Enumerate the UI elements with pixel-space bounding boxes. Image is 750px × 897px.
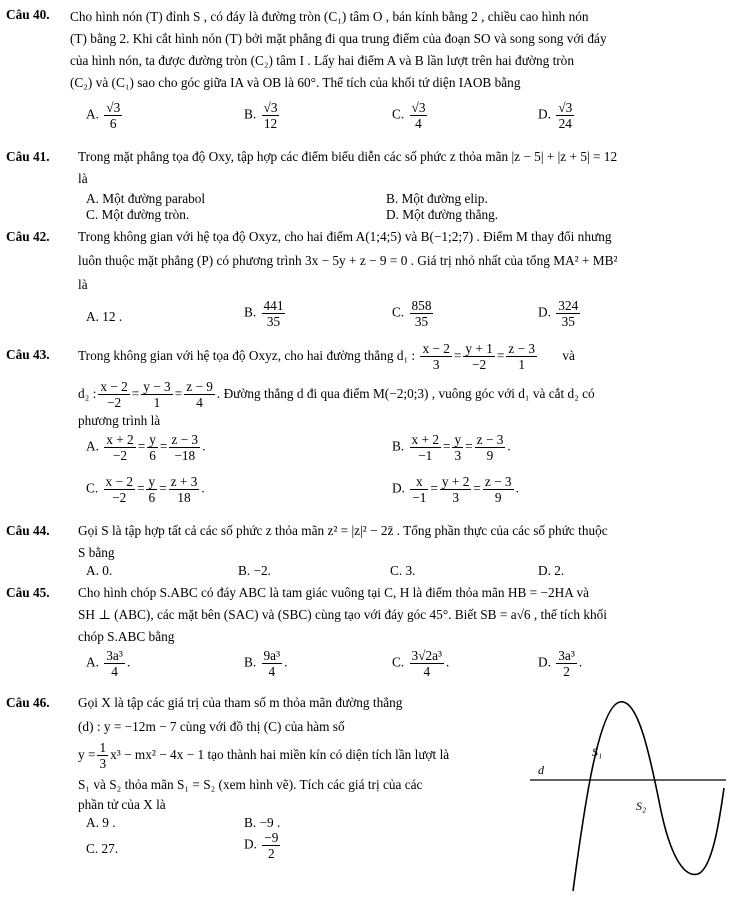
option-b[interactable]: B. $\frac{√3}{12}$ (244, 100, 278, 131)
option-c[interactable]: C. $\frac{\text{3√2a³}}{4}$ . (392, 648, 450, 679)
question-text: S₁ và S₂ thỏa mãn S₁ = S₂ (xem hình vẽ). Tích các giá trị của các (78, 777, 423, 792)
option-d[interactable]: D. $\frac{x}{-1}$ = $\frac{y + 2}{3}$ = $\frac{z - 3}{9}$ . (392, 474, 519, 505)
question-text: (d) : y = −12m − 7 cùng với đồ thị (C) của hàm số (78, 719, 345, 734)
question-number: Câu 43. (6, 347, 50, 362)
question-text: Cho hình chóp S.ABC có đáy ABC là tam giác vuông tại C, H là điểm thỏa mãn HB = −2HA và (78, 585, 589, 600)
option-d[interactable]: D. Một đường thẳng. (386, 207, 499, 222)
question-number: Câu 44. (6, 523, 50, 538)
question-text: phương trình là (78, 413, 161, 428)
question-46 (6, 694, 526, 874)
question-text: SH ⊥ (ABC), các mặt bên (SAC) và (SBC) cùng tạo với đáy góc 45°. Biết SB = a√6 , thể tích khối (78, 607, 607, 622)
cubic-curve (573, 702, 724, 891)
option-b[interactable]: B. $\frac{\text{9a³}}{4}$ . (244, 648, 288, 679)
option-b[interactable]: B. −2. (238, 563, 271, 578)
label-s1: S₁ (592, 745, 603, 759)
question-41 (6, 148, 742, 222)
option-c[interactable]: C. $\frac{x - 2}{-2}$ = $\frac{y}{6}$ = $\frac{z + 3}{18}$ . (86, 474, 205, 505)
question-40 (6, 6, 742, 134)
question-number: Câu 41. (6, 149, 50, 164)
option-c[interactable]: C. Một đường tròn. (86, 207, 190, 222)
question-text: Trong không gian với hệ tọa độ Oxyz, cho hai điểm A(1;4;5) và B(−1;2;7) . Điểm M thay đổi nhưng (78, 229, 612, 244)
option-a[interactable]: A. Một đường parabol (86, 191, 206, 206)
option-d[interactable]: D. $\frac{324}{35}$ (538, 298, 579, 329)
question-line: Trong không gian với hệ tọa độ Oxyz, cho hai đường thẳng d₁ : $\frac{x - 2}{3}$ = $\frac{y + 1}{-2}$ = $\frac{z - 3}{1}$ và (78, 341, 575, 373)
question-text: của hình nón, ta được đường tròn (C₂) tâm I . Lấy hai điểm A và B lần lượt trên hai đường tròn (70, 53, 574, 68)
option-c[interactable]: C. $\frac{858}{35}$ (392, 298, 432, 329)
label-s2: S₂ (636, 799, 647, 813)
question-text: (C₂) và (C₁) sao cho góc giữa IA và OB là 60°. Thể tích của khối tứ diện IAOB bằng (70, 75, 521, 90)
question-text: Gọi X là tập các giá trị của tham số m thỏa mãn đường thẳng (78, 695, 403, 710)
option-b[interactable]: B. −9 . (244, 815, 281, 830)
option-d[interactable]: D. $\frac{-9}{2}$ (244, 830, 279, 861)
option-a[interactable]: A. $\frac{\text{3a³}}{4}$ . (86, 648, 131, 679)
question-number: Câu 40. (6, 7, 50, 22)
question-text: Gọi S là tập hợp tất cả các số phức z thỏa mãn z² = |z|² − 2z̄ . Tổng phần thực của các số phức thuộc (78, 523, 608, 538)
question-42 (6, 228, 742, 336)
cubic-graph-figure (528, 696, 728, 894)
question-text: chóp S.ABC bằng (78, 629, 175, 644)
option-b[interactable]: B. $\frac{x + 2}{-1}$ = $\frac{y}{3}$ = $\frac{z - 3}{9}$ . (392, 432, 511, 463)
option-b[interactable]: B. Một đường elip. (386, 191, 488, 206)
option-b[interactable]: B. $\frac{441}{35}$ (244, 298, 284, 329)
question-text: là (78, 277, 88, 292)
option-c[interactable]: C. 3. (390, 563, 416, 578)
option-d[interactable]: D. $\frac{\text{3a³}}{2}$ . (538, 648, 583, 679)
question-text: Cho hình nón (T) đỉnh S , có đáy là đường tròn (C₁) tâm O , bán kính bằng 2 , chiều cao hình nón (70, 9, 589, 24)
question-number: Câu 45. (6, 585, 50, 600)
question-number: Câu 46. (6, 695, 50, 710)
option-a[interactable]: A. $\frac{x + 2}{-2}$ = $\frac{y}{6}$ = $\frac{z - 3}{-18}$ . (86, 432, 206, 463)
option-a[interactable]: A. $\frac{√3}{6}$ (86, 100, 121, 131)
option-a[interactable]: A. 12 . (86, 309, 123, 324)
question-43 (6, 338, 742, 522)
question-text: S bằng (78, 545, 115, 560)
question-line: d₂ : $\frac{x - 2}{-2}$ = $\frac{y - 3}{1}$ = $\frac{z - 9}{4}$ . Đường thẳng d đi qua điểm M(−2;0;3) , vuông góc với d₁ và cắt d₂ có (78, 379, 595, 411)
question-text: luôn thuộc mặt phẳng (P) có phương trình 3x − 5y + z − 9 = 0 . Giá trị nhỏ nhất của tổng MA² + MB² (78, 253, 618, 268)
option-c[interactable]: C. $\frac{√3}{4}$ (392, 100, 426, 131)
label-d: d (538, 763, 544, 777)
option-a[interactable]: A. 9 . (86, 815, 116, 830)
question-number: Câu 42. (6, 229, 50, 244)
question-line: y = $\frac{1}{3}$ x³ − mx² − 4x − 1 tạo thành hai miền kín có diện tích lần lượt là (78, 740, 450, 772)
option-a[interactable]: A. 0. (86, 563, 113, 578)
question-text: phần tử của X là (78, 797, 166, 812)
option-d[interactable]: D. $\frac{√3}{24}$ (538, 100, 573, 131)
question-text: Trong mặt phẳng tọa độ Oxy, tập hợp các điểm biểu diễn các số phức z thỏa mãn |z − 5| + |z + 5| = 12 (78, 149, 618, 164)
option-c[interactable]: C. 27. (86, 841, 119, 856)
option-d[interactable]: D. 2. (538, 563, 565, 578)
question-text: là (78, 171, 88, 186)
question-text: (T) bằng 2. Khi cắt hình nón (T) bởi mặt phẳng đi qua trung điểm của đoạn SO và song song với đáy (70, 31, 607, 46)
question-44 (6, 522, 742, 580)
question-45 (6, 584, 742, 686)
